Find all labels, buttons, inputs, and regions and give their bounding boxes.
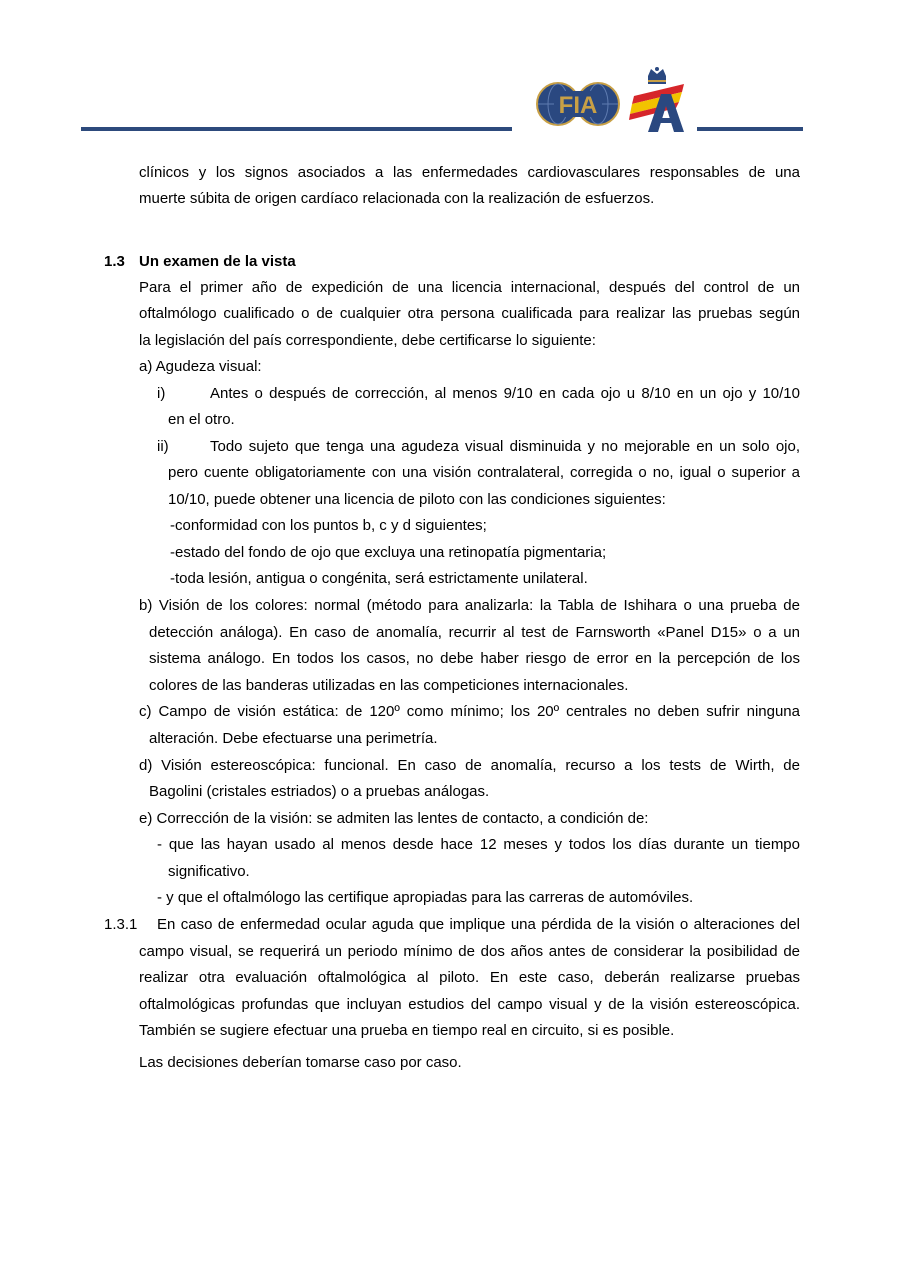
intro-line: Para el primer año de expedición de una licencia internacional, después del control de un: [139, 279, 800, 296]
item-b-line: b) Visión de los colores: normal (método para analizarla: la Tabla de Ishihara o una prueba de: [139, 597, 800, 614]
item-ii-line: Todo sujeto que tenga una agudeza visual disminuida y no mejorable en un solo ojo,: [210, 438, 800, 455]
item-ii-number: ii): [157, 438, 169, 455]
subsection-line: oftalmológicas profundas que incluyan estudios del campo visual y de la visión estereoscópica.: [139, 996, 800, 1013]
item-i-number: i): [157, 385, 166, 402]
subsection-line: En caso de enfermedad ocular aguda que implique una pérdida de la visión o alteraciones del: [157, 916, 800, 933]
header-rule-left: [81, 127, 512, 131]
subsection-line: realizar otra evaluación oftalmológica al piloto. En este caso, deberán realizarse pruebas: [139, 969, 800, 986]
item-c-line: c) Campo de visión estática: de 120º como mínimo; los 20º centrales no deben sufrir ninguna: [139, 703, 800, 720]
subsection-line: También se sugiere efectuar una prueba en tiempo real en circuito, si es posible.: [139, 1022, 675, 1039]
item-i-line: en el otro.: [168, 411, 235, 428]
continuation-line: clínicos y los signos asociados a las enfermedades cardiovasculares responsables de una: [139, 164, 800, 181]
item-b-line: sistema análogo. En todos los casos, no debe haber riesgo de error en la percepción de los: [149, 650, 800, 667]
item-b-line: colores de las banderas utilizadas en las competiciones internacionales.: [149, 677, 629, 694]
item-e-dash: significativo.: [168, 863, 250, 880]
item-d-line: d) Visión estereoscópica: funcional. En caso de anomalía, recurso a los tests de Wirth, de: [139, 757, 800, 774]
header-rule-right: [697, 127, 803, 131]
subsection-line: campo visual, se requerirá un periodo mínimo de dos años antes de considerar la posibilidad de: [139, 943, 800, 960]
item-a-label: a) Agudeza visual:: [139, 358, 262, 375]
intro-line: la legislación del país correspondiente, debe certificarse lo siguiente:: [139, 332, 596, 349]
item-d-line: Bagolini (cristales estriados) o a pruebas análogas.: [149, 783, 490, 800]
continuation-line: muerte súbita de origen cardíaco relacionada con la realización de esfuerzos.: [139, 190, 655, 207]
item-ii-line: 10/10, puede obtener una licencia de piloto con las condiciones siguientes:: [168, 491, 666, 508]
item-b-line: detección análoga). En caso de anomalía, recurrir al test de Farnsworth «Panel D15» o a un: [149, 624, 800, 641]
section-title: Un examen de la vista: [139, 253, 296, 270]
subsection-number: 1.3.1: [104, 916, 138, 933]
intro-line: oftalmólogo cualificado o de cualquier otra persona cualificada para realizar las pruebas según: [139, 305, 800, 322]
item-ii-dash: -estado del fondo de ojo que excluya una retinopatía pigmentaria;: [170, 544, 607, 561]
item-e-dash: - que las hayan usado al menos desde hace 12 meses y todos los días durante un tiempo: [157, 836, 800, 853]
section-number: 1.3: [104, 253, 125, 270]
closing-line: Las decisiones deberían tomarse caso por caso.: [139, 1054, 462, 1071]
item-ii-dash: -toda lesión, antigua o congénita, será estrictamente unilateral.: [170, 570, 588, 587]
item-ii-line: pero cuente obligatoriamente con una visión contralateral, corregida o no, igual o superior a: [168, 464, 800, 481]
item-ii-dash: -conformidad con los puntos b, c y d siguientes;: [170, 517, 487, 534]
svg-text:FIA: FIA: [558, 92, 598, 119]
rfea-logo: [626, 66, 690, 136]
item-e-line: e) Corrección de la visión: se admiten las lentes de contacto, a condición de:: [139, 810, 649, 827]
item-e-dash: - y que el oftalmólogo las certifique apropiadas para las carreras de automóviles.: [157, 889, 694, 906]
item-c-line: alteración. Debe efectuarse una perimetría.: [149, 730, 438, 747]
item-i-line: Antes o después de corrección, al menos 9/10 en cada ojo u 8/10 en un ojo y 10/10: [210, 385, 800, 402]
fia-logo: [536, 74, 620, 134]
